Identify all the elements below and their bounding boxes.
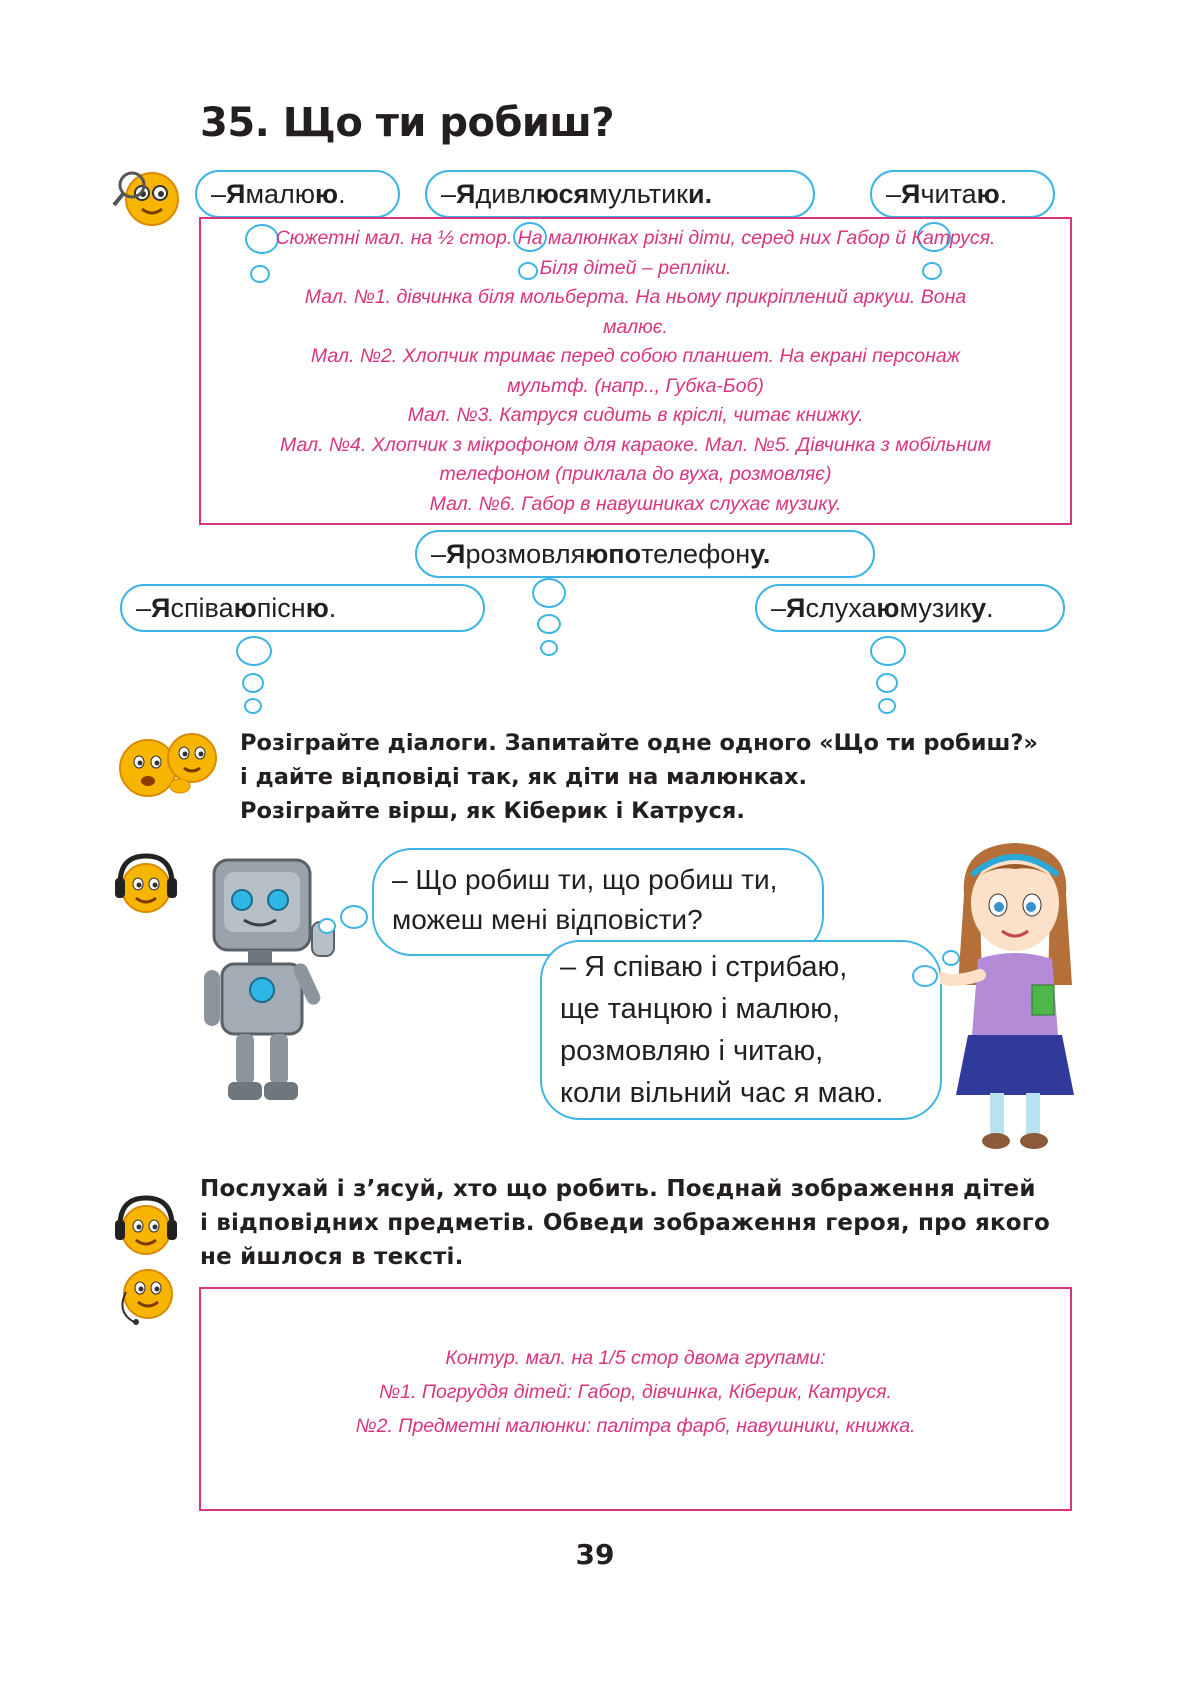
cloud-tail-bubble	[912, 965, 938, 987]
speech-cloud-music: – Я слуха ю музик у .	[755, 584, 1065, 632]
instruction-listen-match: Послухай і з’ясуй, хто що робить. Поєднай зображення дітей і відповідних предметів. Обведи зображення героя, про якого не йшлося в тексті.	[200, 1176, 1050, 1270]
girl-katrusia-illustration	[940, 835, 1090, 1153]
cloud-tail-bubble	[540, 640, 558, 656]
cloud-tail-bubble	[242, 673, 264, 693]
two-talking-smileys-icon	[112, 728, 224, 802]
cloud-tail-bubble	[878, 698, 896, 714]
speech-cloud-singing: – Я співа ю пісн ю .	[120, 584, 485, 632]
illustration-placeholder-note: Сюжетні мал. на ½ стор. На малюнках різні діти, серед них Габор й Катруся. Біля дітей – репліки. Мал. №1. дівчинка біля мольберта. На ньому прикріплений аркуш. Вона малює. Мал. №2. Хлопчик тримає перед собою планшет. На екрані персонаж мультф. (напр.., Губка-Боб) Мал. №3. Катруся сидить в кріслі, читає книжку. Мал. №4. Хлопчик з мікрофоном для караоке. Мал. №5. Дівчинка з мобільним телефоном (приклала до вуха, розмовляє) Мал. №6. Габор в навушниках слухає музику.	[199, 217, 1072, 525]
instruction-dialogue: Розіграйте діалоги. Запитайте одне одного «Що ти робиш?» і дайте відповіді так, як діти на малюнках. Розіграйте вірш, як Кіберик і Катруся.	[240, 730, 1038, 824]
contour-drawing-placeholder-note: Контур. мал. на 1/5 стор двома групами: №1. Погруддя дітей: Габор, дівчинка, Кіберик, Катруся. №2. Предметні малюнки: палітра фарб, навушники, книжка.	[199, 1287, 1072, 1511]
cloud-tail-bubble	[876, 673, 898, 693]
speech-cloud-reading: – Я чита ю .	[870, 170, 1055, 218]
smiley-magnifier-icon	[112, 165, 182, 229]
speech-cloud-phone: – Я розмовля ю по телефон у.	[415, 530, 875, 578]
page-number: 39	[575, 1538, 615, 1571]
smiley-headphones-icon	[112, 1192, 180, 1260]
smiley-microphone-icon	[112, 1262, 180, 1330]
robot-speech-bubble: – Що робиш ти, що робиш ти, можеш мені відповісти?	[372, 848, 824, 956]
cloud-tail-bubble	[532, 578, 566, 608]
cloud-tail-bubble	[244, 698, 262, 714]
cloud-tail-bubble	[236, 636, 272, 666]
cloud-tail-bubble	[318, 918, 336, 934]
cloud-tail-bubble	[340, 905, 368, 929]
cloud-tail-bubble	[537, 614, 561, 634]
speech-cloud-cartoons: – Я дивл юся мультик и.	[425, 170, 815, 218]
cloud-tail-bubble	[870, 636, 906, 666]
speech-cloud-drawing: – Я малю ю .	[195, 170, 400, 218]
girl-speech-bubble: – Я співаю і стрибаю, ще танцюю і малюю, розмовляю і читаю, коли вільний час я маю.	[540, 940, 942, 1120]
page-title: 35. Що ти робиш?	[200, 100, 615, 146]
robot-kiberyk-illustration	[200, 850, 340, 1110]
smiley-headphones-icon	[112, 850, 180, 918]
